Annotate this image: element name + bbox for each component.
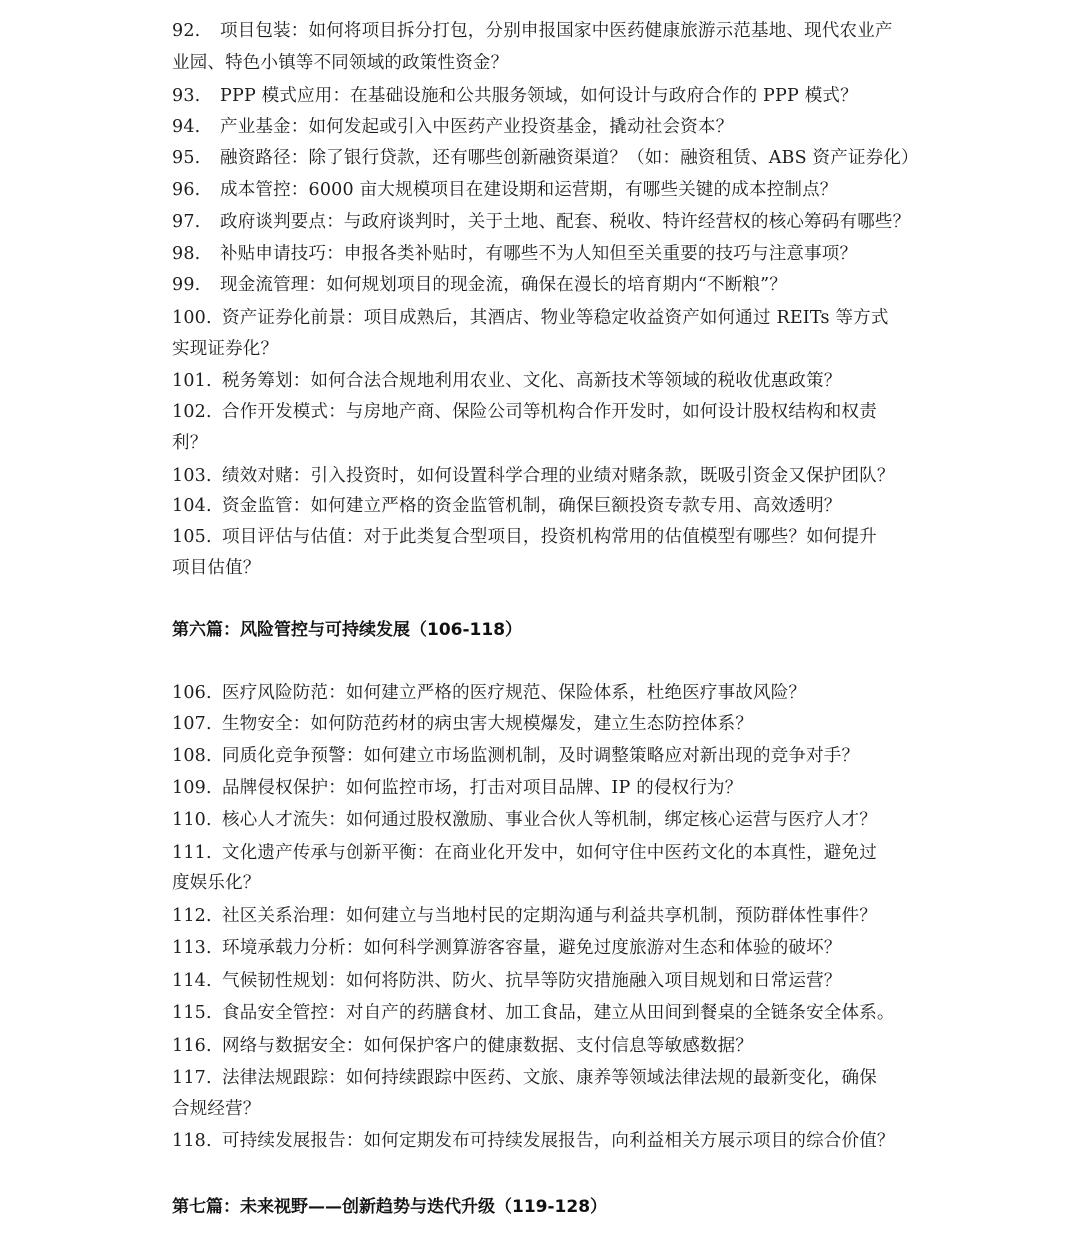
item-text: 文化遗产传承与创新平衡：在商业化开发中，如何守住中医药文化的本真性，避免过: [222, 843, 877, 863]
item-number: 103.: [172, 466, 212, 486]
list-item-101: [172, 366, 932, 396]
item-number: 105.: [172, 527, 212, 547]
item-number: 118.: [172, 1131, 212, 1151]
item-text-cont: 度娱乐化？: [172, 873, 261, 893]
item-number: 107.: [172, 714, 212, 734]
item-number: 95.: [172, 148, 201, 168]
list-item-93: [172, 81, 932, 111]
list-item-100-cont: [172, 334, 932, 364]
list-item-109: [172, 773, 932, 803]
item-number: 102.: [172, 402, 212, 422]
list-item-118: [172, 1126, 932, 1156]
list-item-98: [172, 239, 932, 269]
item-number: 113.: [172, 938, 212, 958]
list-item-111-cont: [172, 868, 932, 898]
list-item-107: [172, 709, 932, 739]
item-text-cont: 合规经营？: [172, 1099, 261, 1119]
list-item-113: [172, 933, 932, 963]
item-number: 114.: [172, 971, 212, 991]
list-item-92-cont: [172, 48, 932, 78]
item-number: 94.: [172, 117, 201, 137]
item-text: PPP 模式应用：在基础设施和公共服务领域，如何设计与政府合作的 PPP 模式？: [220, 86, 858, 106]
item-text: 食品安全管控：对自产的药膳食材、加工食品，建立从田间到餐桌的全链条安全体系。: [222, 1003, 895, 1023]
item-number: 111.: [172, 843, 212, 863]
item-number: 108.: [172, 746, 212, 766]
item-text: 网络与数据安全：如何保护客户的健康数据、支付信息等敏感数据？: [222, 1036, 753, 1056]
list-item-95: [172, 143, 932, 173]
item-text: 合作开发模式：与房地产商、保险公司等机构合作开发时，如何设计股权结构和权责: [222, 402, 877, 422]
list-item-106: [172, 678, 932, 708]
list-item-114: [172, 966, 932, 996]
item-number: 98.: [172, 244, 201, 264]
item-number: 97.: [172, 212, 201, 232]
item-text: 项目评估与估值：对于此类复合型项目，投资机构常用的估值模型有哪些？如何提升: [222, 527, 877, 547]
item-text: 医疗风险防范：如何建立严格的医疗规范、保险体系，杜绝医疗事故风险？: [222, 683, 807, 703]
list-item-117-cont: [172, 1094, 932, 1124]
list-item-97: [172, 207, 932, 237]
item-number: 110.: [172, 810, 212, 830]
item-text: 融资路径：除了银行贷款，还有哪些创新融资渠道？（如：融资租赁、ABS 资产证券化）: [220, 148, 919, 168]
item-number: 99.: [172, 275, 201, 295]
item-number: 100.: [172, 308, 212, 328]
item-text: 政府谈判要点：与政府谈判时，关于土地、配套、税收、特许经营权的核心筹码有哪些？: [220, 212, 911, 232]
item-number: 112.: [172, 906, 212, 926]
item-text: 现金流管理：如何规划项目的现金流，确保在漫长的培育期内“不断粮”？: [220, 275, 787, 295]
list-item-96: [172, 175, 932, 205]
item-number: 93.: [172, 86, 201, 106]
item-text: 可持续发展报告：如何定期发布可持续发展报告，向利益相关方展示项目的综合价值？: [222, 1131, 895, 1151]
item-text: 资金监管：如何建立严格的资金监管机制，确保巨额投资专款专用、高效透明？: [222, 496, 842, 516]
item-number: 92.: [172, 21, 201, 41]
item-text: 生物安全：如何防范药材的病虫害大规模爆发，建立生态防控体系？: [222, 714, 753, 734]
item-number: 115.: [172, 1003, 212, 1023]
list-item-116: [172, 1031, 932, 1061]
item-number: 101.: [172, 371, 212, 391]
section-heading-part7: 第七篇：未来视野——创新趋势与迭代升级（119-128）: [172, 1197, 608, 1217]
item-text: 资产证券化前景：项目成熟后，其酒店、物业等稳定收益资产如何通过 REITs 等方式: [222, 308, 889, 328]
list-item-100: [172, 303, 932, 333]
list-item-112: [172, 901, 932, 931]
list-item-102: [172, 397, 932, 427]
item-text-cont: 利？: [172, 433, 208, 453]
item-number: 109.: [172, 778, 212, 798]
list-item-111: [172, 838, 932, 868]
item-number: 116.: [172, 1036, 212, 1056]
item-text: 品牌侵权保护：如何监控市场，打击对项目品牌、IP 的侵权行为？: [222, 778, 743, 798]
item-number: 96.: [172, 180, 201, 200]
item-number: 117.: [172, 1068, 212, 1088]
item-text-cont: 业园、特色小镇等不同领域的政策性资金？: [172, 53, 509, 73]
item-text: 补贴申请技巧：申报各类补贴时，有哪些不为人知但至关重要的技巧与注意事项？: [220, 244, 858, 264]
item-text: 产业基金：如何发起或引入中医药产业投资基金，撬动社会资本？: [220, 117, 734, 137]
item-text: 绩效对赌：引入投资时，如何设置科学合理的业绩对赌条款，既吸引资金又保护团队？: [222, 466, 895, 486]
item-text: 核心人才流失：如何通过股权激励、事业合伙人等机制，绑定核心运营与医疗人才？: [222, 810, 877, 830]
item-text: 社区关系治理：如何建立与当地村民的定期沟通与利益共享机制，预防群体性事件？: [222, 906, 877, 926]
item-text: 同质化竞争预警：如何建立市场监测机制，及时调整策略应对新出现的竞争对手？: [222, 746, 860, 766]
item-text: 气候韧性规划：如何将防洪、防火、抗旱等防灾措施融入项目规划和日常运营？: [222, 971, 842, 991]
list-item-110: [172, 805, 932, 835]
list-item-103: [172, 461, 932, 491]
list-item-105-cont: [172, 553, 932, 583]
item-text: 法律法规跟踪：如何持续跟踪中医药、文旅、康养等领域法律法规的最新变化，确保: [222, 1068, 877, 1088]
item-number: 106.: [172, 683, 212, 703]
list-item-94: [172, 112, 932, 142]
item-text: 税务筹划：如何合法合规地利用农业、文化、高新技术等领域的税收优惠政策？: [222, 371, 842, 391]
item-text: 项目包装：如何将项目拆分打包，分别申报国家中医药健康旅游示范基地、现代农业产: [220, 21, 893, 41]
list-item-99: [172, 270, 932, 300]
item-text-cont: 项目估值？: [172, 558, 261, 578]
list-item-117: [172, 1063, 932, 1093]
list-item-102-cont: [172, 428, 932, 458]
list-item-105: [172, 522, 932, 552]
item-text: 成本管控：6000 亩大规模项目在建设期和运营期，有哪些关键的成本控制点？: [220, 180, 838, 200]
item-text: 环境承载力分析：如何科学测算游客容量，避免过度旅游对生态和体验的破坏？: [222, 938, 842, 958]
item-number: 104.: [172, 496, 212, 516]
section-heading-part6: 第六篇：风险管控与可持续发展（106-118）: [172, 620, 523, 640]
list-item-104: [172, 491, 932, 521]
item-text-cont: 实现证券化？: [172, 339, 279, 359]
list-item-92: [172, 16, 932, 46]
list-item-108: [172, 741, 932, 771]
list-item-115: [172, 998, 932, 1028]
